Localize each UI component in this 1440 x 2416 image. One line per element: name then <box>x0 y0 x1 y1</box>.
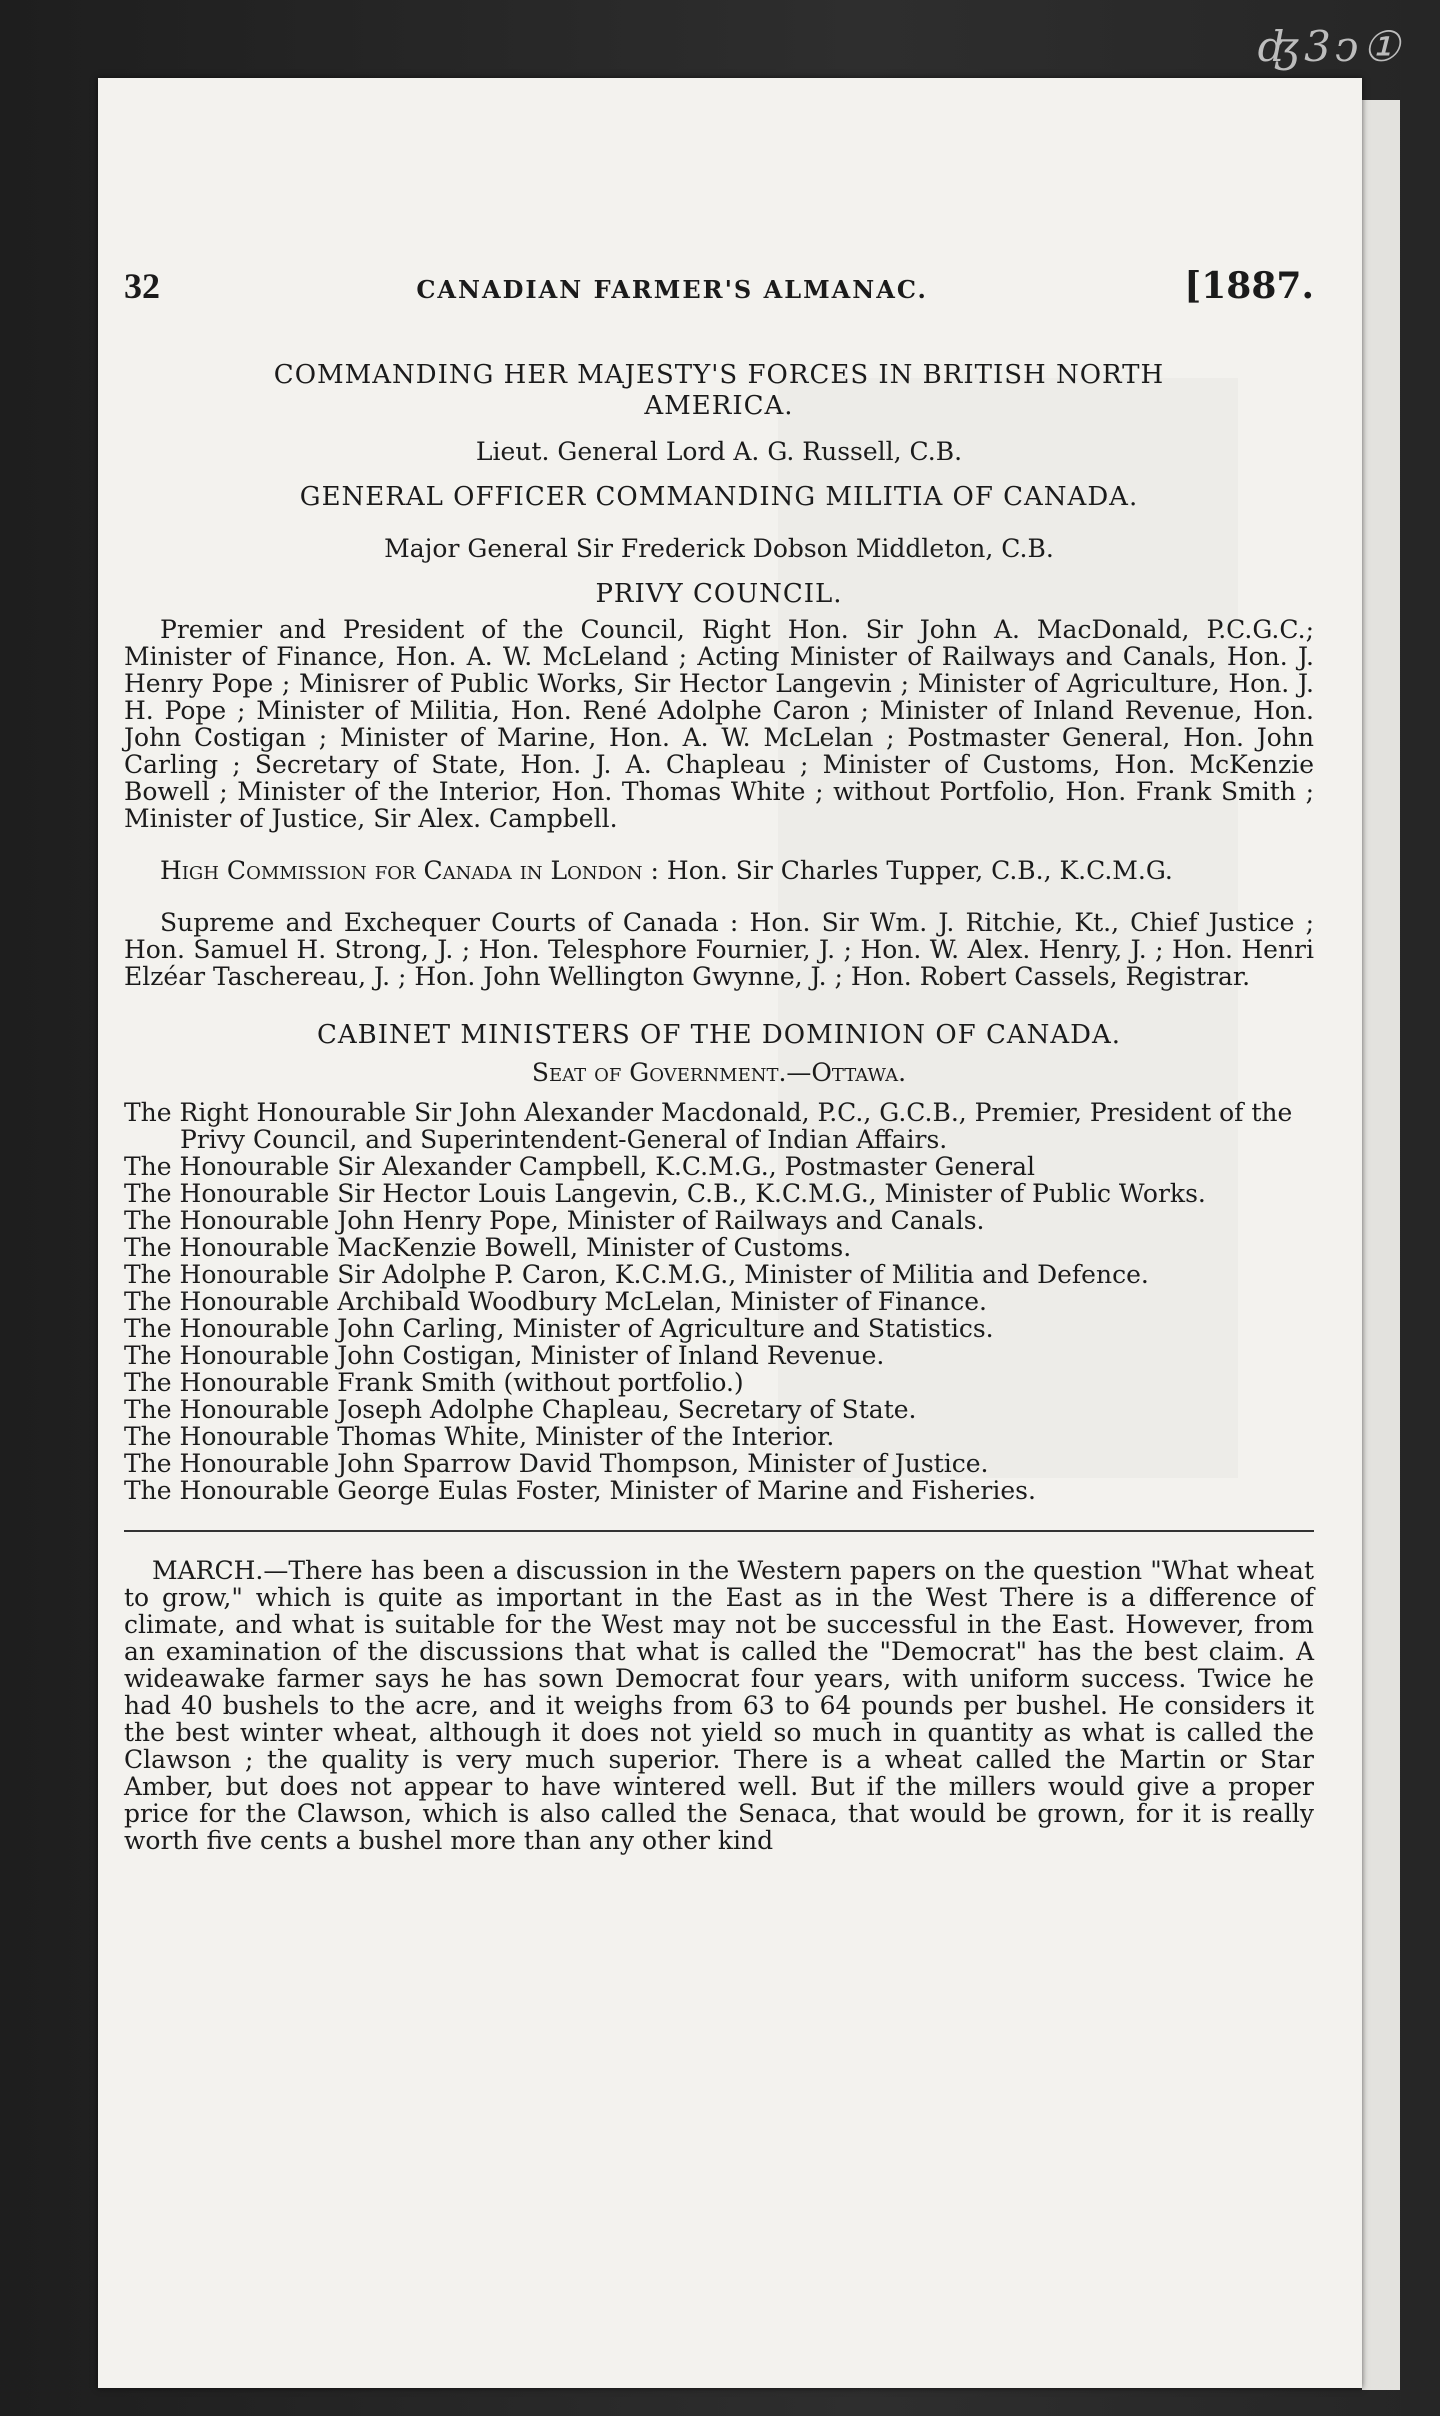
high-commission-label: High Commission for Canada in London : <box>160 856 659 885</box>
page-content <box>124 265 1314 1879</box>
march-farming-note: MARCH.—There has been a discussion in the Western papers on the question "What wheat to grow," which is quite as important in the East as in the West There is a difference of climate, and what is suitable for the West may not be successful in the East. However, from an examination of the discussions that what is called the "Democrat" has the best claim. A wideawake farmer says he has sown Democrat four years, with uniform success. Twice he had 40 bushels to the acre, and it weighs from 63 to 64 pounds per bushel. He considers it the best winter wheat, although it does not yield so much in quantity as what is called the Clawson ; the quality is very much superior. There is a wheat called the Martin or Star Amber, but does not appear to have wintered well. But if the millers would give a proper price for the Clawson, which is also called the Senaca, that would be grown, for it is really worth five cents a bushel more than any other kind <box>124 1556 1314 1855</box>
minister-entry: The Honourable MacKenzie Bowell, Minister of Customs. <box>124 1233 852 1262</box>
high-commission-text: Hon. Sir Charles Tupper, C.B., K.C.M.G. <box>666 856 1173 885</box>
minister-entry: The Honourable Sir Hector Louis Langevin, C.B., K.C.M.G., Minister of Public Works. <box>124 1179 1206 1208</box>
minister-entry: The Honourable George Eulas Foster, Minister of Marine and Fisheries. <box>124 1476 1036 1505</box>
militia-commander: Major General Sir Frederick Dobson Middleton, C.B. <box>384 534 1054 563</box>
minister-entry: The Honourable John Henry Pope, Minister of Railways and Canals. <box>124 1206 985 1235</box>
forces-section <box>124 360 1314 466</box>
privy-council-section <box>124 579 1314 990</box>
page-edge-strip <box>1362 100 1400 2390</box>
almanac-title: CANADIAN FARMER'S ALMANAC. <box>416 275 928 304</box>
minister-entry: The Honourable Frank Smith (without portfolio.) <box>124 1368 744 1397</box>
running-header <box>124 265 1314 307</box>
minister-entry: The Honourable Sir Alexander Campbell, K.C.M.G., Postmaster General <box>124 1152 1036 1181</box>
minister-entry: The Honourable John Costigan, Minister of Inland Revenue. <box>124 1341 885 1370</box>
cabinet-section <box>124 1020 1314 1504</box>
minister-entry: The Honourable Joseph Adolphe Chapleau, Secretary of State. <box>124 1395 917 1424</box>
courts-text: Supreme and Exchequer Courts of Canada : Hon. Sir Wm. J. Ritchie, Kt., Chief Justice ; Hon. Samuel H. Strong, J. ; Hon. Telesphore Fournier, J. ; Hon. W. Alex. Henry, J. ; Hon. Henri Elzéar Taschereau, J. ; Hon. John Wellington Gwynne, J. ; Hon. Robert Cassels, Registrar. <box>124 908 1314 991</box>
minister-entry: The Right Honourable Sir John Alexander Macdonald, P.C., G.C.B., Premier, President of the Privy Council, and Superintendent-General of Indian Affairs. <box>124 1098 1293 1154</box>
minister-entry: The Honourable Archibald Woodbury McLelan, Minister of Finance. <box>124 1287 988 1316</box>
archive-margin-mark: ʤ3ͻ① <box>1256 22 1404 71</box>
cabinet-seat: Seat of Government.—Ottawa. <box>531 1058 907 1087</box>
militia-heading: GENERAL OFFICER COMMANDING MILITIA OF CANADA. <box>299 482 1139 512</box>
cabinet-heading: CABINET MINISTERS OF THE DOMINION OF CANADA. <box>316 1020 1122 1050</box>
cabinet-minister-list <box>124 1099 1314 1504</box>
privy-council-heading: PRIVY COUNCIL. <box>595 579 843 609</box>
high-commission <box>124 857 1314 884</box>
page-number: 32 <box>124 266 160 306</box>
minister-entry: The Honourable Thomas White, Minister of the Interior. <box>124 1422 835 1451</box>
forces-commander: Lieut. General Lord A. G. Russell, C.B. <box>475 437 963 466</box>
militia-section <box>124 482 1314 563</box>
forces-heading-line-2: AMERICA. <box>644 391 794 421</box>
almanac-year: [1887. <box>1184 265 1314 307</box>
minister-entry: The Honourable Sir Adolphe P. Caron, K.C.M.G., Minister of Militia and Defence. <box>124 1260 1149 1289</box>
privy-council-body: Premier and President of the Council, Right Hon. Sir John A. MacDonald, P.C.G.C.; Minister of Finance, Hon. A. W. McLeland ; Acting Minister of Railways and Canals, Hon. J. Henry Pope ; Minisrer of Public Works, Sir Hector Langevin ; Minister of Agriculture, Hon. J. H. Pope ; Minister of Militia, Hon. René Adolphe Caron ; Minister of Inland Revenue, Hon. John Costigan ; Minister of Marine, Hon. A. W. McLelan ; Postmaster General, Hon. John Carling ; Secretary of State, Hon. J. A. Chapleau ; Minister of Customs, Hon. McKenzie Bowell ; Minister of the Interior, Hon. Thomas White ; without Portfolio, Hon. Frank Smith ; Minister of Justice, Sir Alex. Campbell. <box>124 615 1314 833</box>
forces-heading-line-1: COMMANDING HER MAJESTY'S FORCES IN BRITISH NORTH <box>273 360 1165 390</box>
section-divider <box>124 1530 1314 1532</box>
minister-entry: The Honourable John Carling, Minister of Agriculture and Statistics. <box>124 1314 994 1343</box>
minister-entry: The Honourable John Sparrow David Thompson, Minister of Justice. <box>124 1449 989 1478</box>
